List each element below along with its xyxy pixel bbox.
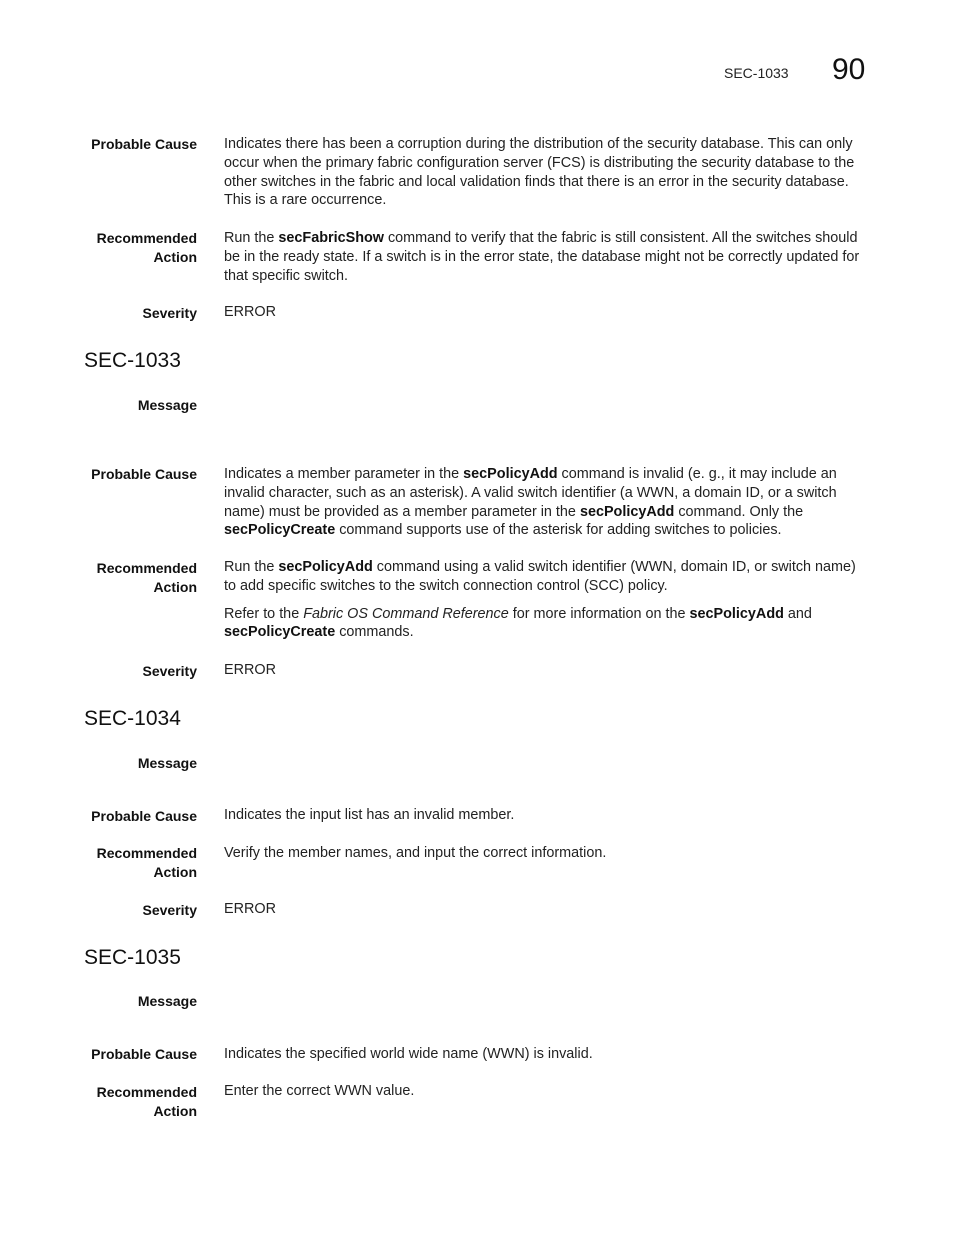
message-label: Message bbox=[137, 755, 197, 771]
message-label: Message bbox=[137, 993, 197, 1009]
probable-cause-label: Probable Cause bbox=[91, 136, 197, 152]
recommended-action-label: Recommended Action bbox=[96, 560, 197, 595]
command-secpolicyadd: secPolicyAdd bbox=[689, 605, 784, 622]
severity-value: ERROR bbox=[224, 901, 276, 917]
severity-label: Severity bbox=[142, 663, 197, 679]
chapter-number: 90 bbox=[832, 53, 866, 86]
recommended-action-label: Recommended Action bbox=[96, 230, 197, 265]
severity-value: ERROR bbox=[224, 662, 276, 678]
recommended-action-text: Enter the correct WWN value. bbox=[224, 1083, 415, 1099]
document-title-reference: Fabric OS Command Reference bbox=[303, 605, 509, 622]
running-header-section-code: SEC-1033 bbox=[724, 65, 789, 81]
section-heading-sec-1034: SEC-1034 bbox=[84, 707, 181, 730]
recommended-action-label: Recommended Action bbox=[96, 845, 197, 880]
message-label: Message bbox=[137, 397, 197, 413]
probable-cause-text: Indicates there has been a corruption during the distribution of the security database. This can only occur when the primary fabric configuration server (FCS) is distributing the security database to the other switches in the fabric and local validation finds that there is an error in the security database. This is a rare occurrence. bbox=[224, 136, 855, 209]
recommended-action-text: Run the secPolicyAdd command using a valid switch identifier (WWN, domain ID, or switch name) to add specific switches to the switch connection control (SCC) policy. Refer to the Fabric OS Command Reference for more information on the secPolicyAdd and secPolicyCreate commands. bbox=[224, 559, 856, 641]
severity-value: ERROR bbox=[224, 304, 276, 320]
section-heading-sec-1033: SEC-1033 bbox=[84, 349, 181, 372]
probable-cause-label: Probable Cause bbox=[91, 1046, 197, 1062]
probable-cause-text: Indicates the input list has an invalid member. bbox=[224, 807, 515, 823]
probable-cause-label: Probable Cause bbox=[91, 466, 197, 482]
command-secpolicycreate: secPolicyCreate bbox=[224, 624, 336, 641]
severity-label: Severity bbox=[142, 902, 197, 918]
probable-cause-text: Indicates the specified world wide name (WWN) is invalid. bbox=[224, 1046, 593, 1062]
probable-cause-text: Indicates a member parameter in the secPolicyAdd command is invalid (e. g., it may include an invalid character, such as an asterisk). A valid switch identifier (a WWN, a domain ID, or a switch name) must be provided as a member parameter in the secPolicyAdd command. Only the secPolicyCreate command supports use of the asterisk for adding switches to policies. bbox=[224, 466, 837, 539]
recommended-action-text: Run the secFabricShow command to verify that the fabric is still consistent. All the switches should be in the ready state. If a switch is in the error state, the database might not be correctly updated for that specific switch. bbox=[224, 230, 860, 284]
recommended-action-label: Recommended Action bbox=[96, 1084, 197, 1119]
section-heading-sec-1035: SEC-1035 bbox=[84, 946, 181, 969]
command-secpolicyadd: secPolicyAdd bbox=[579, 503, 675, 520]
probable-cause-label: Probable Cause bbox=[91, 808, 197, 824]
command-secpolicycreate: secPolicyCreate bbox=[224, 522, 336, 539]
command-secpolicyadd: secPolicyAdd bbox=[278, 559, 373, 575]
severity-label: Severity bbox=[142, 305, 197, 321]
recommended-action-text: Verify the member names, and input the correct information. bbox=[224, 845, 607, 861]
command-secfabricshow: secFabricShow bbox=[278, 230, 384, 246]
command-secpolicyadd: secPolicyAdd bbox=[463, 466, 558, 482]
